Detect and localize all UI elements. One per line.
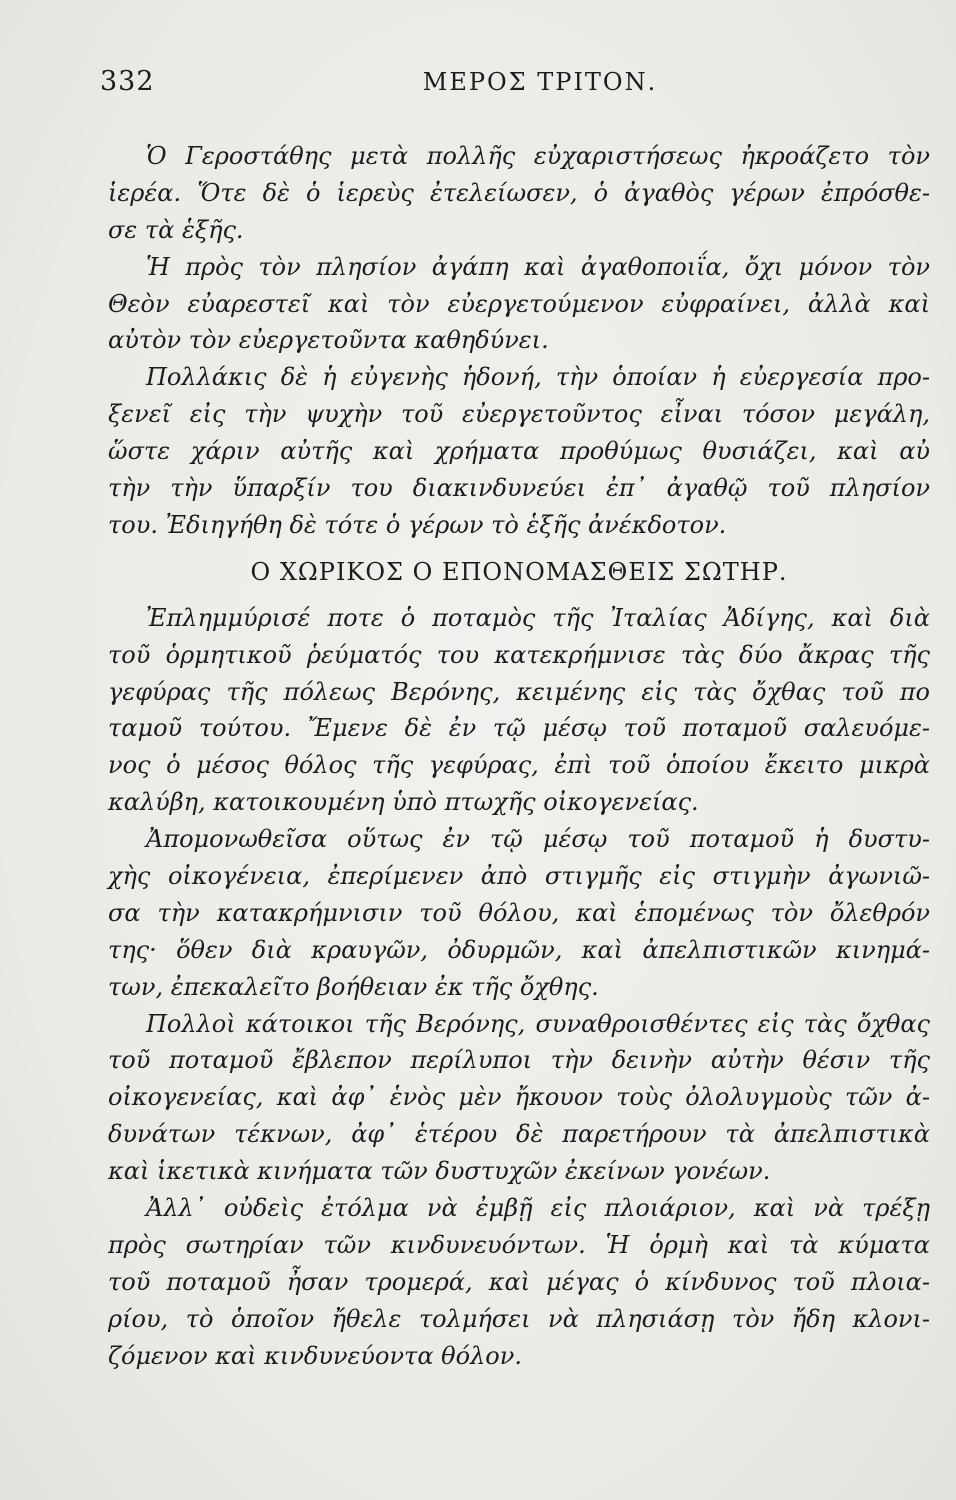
- text-line: οἰκογενείας, καὶ ἀφ᾽ ἑνὸς μὲν ἤκουον τοὺς ὀλολυγμοὺς τῶν ἀ-: [108, 1083, 930, 1112]
- text-line: ὥστε χάριν αὐτῆς καὶ χρήματα προθύμως θυσιάζει, καὶ αὐ: [108, 437, 930, 466]
- text-line: νος ὁ μέσος θόλος τῆς γεφύρας, ἐπὶ τοῦ ὁποίου ἔκειτο μικρὰ: [108, 751, 930, 780]
- text-line: δυνάτων τέκνων, ἀφ᾽ ἑτέρου δὲ παρετήρουν τὰ ἀπελπιστικὰ: [108, 1120, 930, 1149]
- text-line: ζόμενον καὶ κινδυνεύοντα θόλον.: [108, 1341, 522, 1370]
- text-line: Ὁ Γεροστάθης μετὰ πολλῆς εὐχαριστήσεως ἠκροάζετο τὸν: [146, 142, 930, 170]
- text-line: ἱερέα. Ὅτε δὲ ὁ ἱερεὺς ἐτελείωσεν, ὁ ἀγαθὸς γέρων ἐπρόσθε-: [108, 178, 930, 207]
- text-line: χὴς οἰκογένεια, ἐπερίμενεν ἀπὸ στιγμῆς εἰς στιγμὴν ἀγωνιῶ-: [108, 862, 930, 891]
- running-head: ΜΕΡΟΣ ΤΡΙΤΟΝ.: [422, 68, 658, 96]
- text-line: των, ἐπεκαλεῖτο βοήθειαν ἐκ τῆς ὄχθης.: [108, 972, 599, 1001]
- text-line: αὐτὸν τὸν εὐεργετοῦντα καθηδύνει.: [108, 326, 549, 355]
- section-title: Ο ΧΩΡΙΚΟΣ Ο ΕΠΟΝΟΜΑΣΘΕΙΣ ΣΩΤΗΡ.: [250, 557, 788, 586]
- text-line: Θεὸν εὐαρεστεῖ καὶ τὸν εὐεργετούμενον εὐφραίνει, ἀλλὰ καὶ: [108, 289, 930, 318]
- page-header: [100, 66, 930, 106]
- text-line: Ἀπομονωθεῖσα οὕτως ἐν τῷ μέσῳ τοῦ ποταμοῦ ἡ δυστυ-: [146, 825, 930, 854]
- text-line: ρίου, τὸ ὁποῖον ἤθελε τολμήσει νὰ πλησιάσῃ τὸν ἤδη κλονι-: [108, 1304, 930, 1333]
- text-line: τὴν τὴν ὕπαρξίν του διακινδυνεύει ἐπ᾽ ἀγαθῷ τοῦ πλησίον: [108, 474, 930, 503]
- text-line: τοῦ ποταμοῦ ἦσαν τρομερά, καὶ μέγας ὁ κίνδυνος τοῦ πλοια-: [108, 1267, 930, 1296]
- text-line: της· ὅθεν διὰ κραυγῶν, ὀδυρμῶν, καὶ ἀπελπιστικῶν κινημά-: [108, 935, 930, 964]
- text-line: Ἡ πρὸς τὸν πλησίον ἀγάπη καὶ ἀγαθοποιΐα, ὄχι μόνον τὸν: [146, 252, 930, 281]
- text-line: καὶ ἱκετικὰ κινήματα τῶν δυστυχῶν ἐκείνων γονέων.: [108, 1157, 771, 1186]
- text-line: τοῦ ποταμοῦ ἔβλεπον περίλυποι τὴν δεινὴν αὐτὴν θέσιν τῆς: [108, 1046, 930, 1075]
- body-text: [108, 138, 930, 1375]
- text-line: Ἀλλ᾽ οὐδεὶς ἐτόλμα νὰ ἐμβῇ εἰς πλοιάριον, καὶ νὰ τρέξῃ: [146, 1194, 930, 1223]
- text-line: Πολλοὶ κάτοικοι τῆς Βερόνης, συναθροισθέντες εἰς τὰς ὄχθας: [146, 1009, 930, 1038]
- text-line: πρὸς σωτηρίαν τῶν κινδυνευόντων. Ἡ ὁρμὴ καὶ τὰ κύματα: [108, 1230, 930, 1259]
- text-line: σα τὴν κατακρήμνισιν τοῦ θόλου, καὶ ἑπομένως τὸν ὄλεθρόν: [108, 898, 930, 927]
- page-number: 332: [100, 66, 155, 97]
- text-line: ταμοῦ τούτου. Ἔμενε δὲ ἐν τῷ μέσῳ τοῦ ποταμοῦ σαλευόμε-: [108, 714, 930, 743]
- text-line: τοῦ ὁρμητικοῦ ῥεύματός του κατεκρήμνισε τὰς δύο ἄκρας τῆς: [108, 640, 930, 669]
- text-line: σε τὰ ἑξῆς.: [108, 215, 244, 244]
- text-line: Ἐπλημμύρισέ ποτε ὁ ποταμὸς τῆς Ἰταλίας Ἀδίγης, καὶ διὰ: [146, 603, 930, 632]
- text-line: Πολλάκις δὲ ἡ εὐγενὴς ἡδονή, τὴν ὁποίαν ἡ εὐεργεσία προ-: [146, 363, 930, 392]
- text-line: του. Ἐδιηγήθη δὲ τότε ὁ γέρων τὸ ἑξῆς ἀνέκδοτον.: [108, 510, 727, 539]
- text-line: γεφύρας τῆς πόλεως Βερόνης, κειμένης εἰς τὰς ὄχθας τοῦ πο: [108, 677, 930, 706]
- text-line: καλύβη, κατοικουμένη ὑπὸ πτωχῆς οἰκογενείας.: [108, 788, 699, 817]
- text-line: ξενεῖ εἰς τὴν ψυχὴν τοῦ εὐεργετοῦντος εἶναι τόσον μεγάλη,: [108, 400, 930, 429]
